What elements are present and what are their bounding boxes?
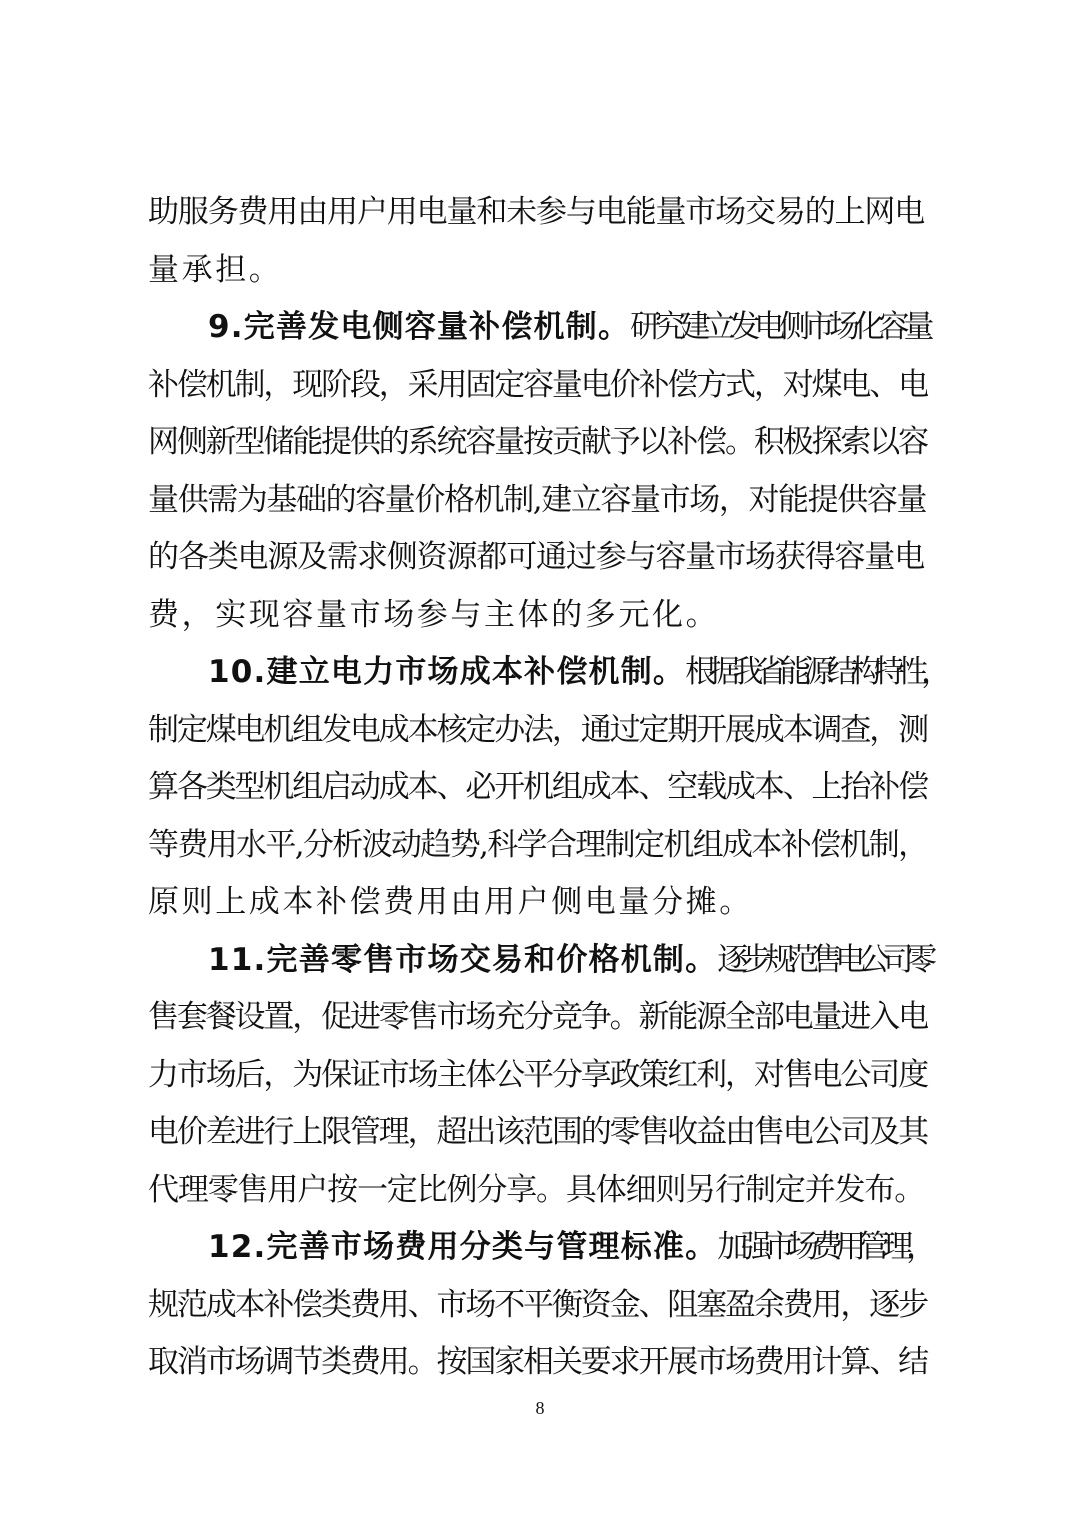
text-run: 加强市场费用管理，	[717, 1229, 930, 1265]
text-line: 量供需为基础的容量价格机制,建立容量市场，对能提供容量	[148, 481, 927, 518]
section-10-heading: 10.建立电力市场成本补偿机制。	[208, 654, 686, 690]
text-line: 力市场后，为保证市场主体公平分享政策红利，对售电公司度	[148, 1056, 927, 1093]
text-run: 根据我省能源结构特性，	[685, 654, 945, 690]
text-line: 取消市场调节类费用。按国家相关要求开展市场费用计算、结	[148, 1344, 927, 1380]
text-line: 等费用水平,分析波动趋势,科学合理制定机组成本补偿机制，	[148, 826, 928, 863]
text-line: 代理零售用户按一定比例分享。具体细则另行制定并发布。	[148, 1171, 925, 1208]
text-line: 电价差进行上限管理，超出该范围的零售收益由售电公司及其	[148, 1114, 927, 1150]
section-11-heading: 11.完善零售市场交易和价格机制。	[208, 941, 718, 978]
body-text	[148, 184, 945, 1392]
text-line: 的各类电源及需求侧资源都可通过参与容量市场获得容量电	[148, 539, 925, 575]
text-line: 规范成本补偿类费用、市场不平衡资金、阻塞盈余费用，逐步	[148, 1286, 927, 1323]
text-run: 逐步规范售电公司零	[717, 941, 930, 978]
text-line: 算各类型机组启动成本、必开机组成本、空载成本、上抬补偿	[148, 769, 927, 805]
text-line: 售套餐设置，促进零售市场充分竞争。新能源全部电量进入电	[148, 999, 927, 1035]
section-12-first-line	[148, 1219, 928, 1277]
text-line: 补偿机制，现阶段，采用固定容量电价补偿方式，对煤电、电	[148, 366, 927, 403]
text-line: 制定煤电机组发电成本核定办法，通过定期开展成本调查，测	[148, 711, 927, 748]
text-line: 助服务费用由用户用电量和未参与电能量市场交易的上网电	[148, 194, 925, 230]
text-line: 网侧新型储能提供的系统容量按贡献予以补偿。积极探索以容	[148, 424, 927, 460]
section-11-first-line	[148, 932, 928, 990]
section-9-heading: 9.完善发电侧容量补偿机制。	[208, 309, 631, 345]
section-12-heading: 12.完善市场费用分类与管理标准。	[208, 1229, 718, 1265]
page-number: 8	[535, 1398, 545, 1418]
text-line: 原则上成本补偿费用由用户侧电量分摊。	[148, 884, 753, 920]
text-line: 量承担。	[148, 251, 283, 288]
section-10-first-line	[148, 644, 945, 702]
section-9-first-line	[148, 299, 928, 357]
text-line: 费，实现容量市场参与主体的多元化。	[148, 596, 720, 633]
text-run: 研究建立发电侧市场化容量	[630, 309, 929, 345]
